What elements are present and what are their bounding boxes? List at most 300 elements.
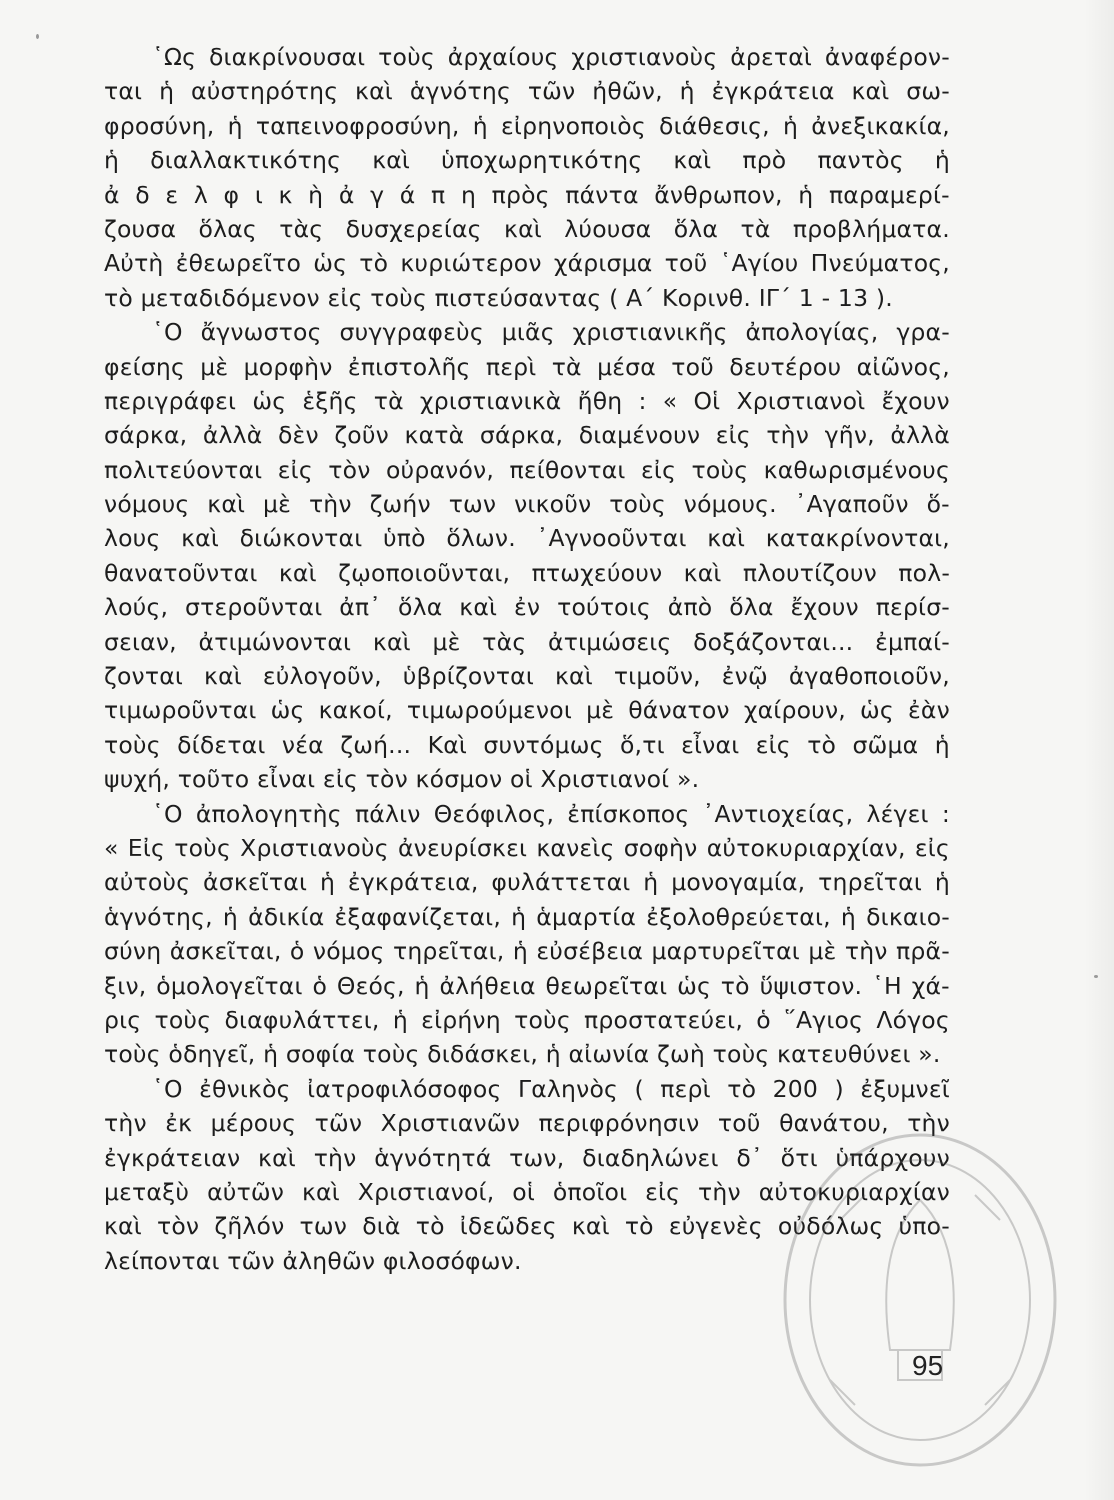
word: καὶ [104, 1212, 142, 1241]
word: διαμένουν [578, 421, 701, 450]
word: πτωχεύουν [531, 558, 663, 587]
text-line [104, 246, 950, 280]
word: μονογαμία, [671, 868, 806, 897]
word: ἐξαφανίζεται, [334, 902, 501, 931]
word: τοὺς [609, 490, 666, 519]
word: ἀτιμώσεις [548, 627, 672, 656]
word: εἰρηνοποιὸς [501, 111, 646, 140]
word: λους [104, 524, 161, 553]
word: ἰδεῶδες [459, 1212, 557, 1241]
text-line [104, 831, 950, 865]
word: συντόμως [483, 730, 604, 759]
word: δίδεται [177, 730, 266, 759]
word: τοῦ [671, 352, 714, 381]
page-edge-shadow [1084, 0, 1114, 1500]
word: ὡς [270, 696, 305, 725]
word: : [638, 386, 647, 415]
text-line [104, 487, 950, 521]
body-text [104, 40, 950, 1278]
text-line [104, 797, 950, 831]
word: ὅλα [398, 593, 443, 622]
word: ἡ [934, 868, 950, 897]
word: καὶ [258, 1143, 296, 1172]
word: πλουτίζουν [742, 558, 877, 587]
scan-speck [1094, 975, 1098, 978]
text-line [104, 74, 950, 108]
word: εὐγενὲς [668, 1212, 763, 1241]
text-line: ψυχή, τοῦτο εἶναι εἰς τὸν κόσμον οἱ Χριστιανοί ». [104, 765, 700, 794]
word: ῾Ως [152, 43, 197, 71]
word: σάρκα, [479, 421, 564, 450]
word: εὐσέβεια [536, 937, 644, 966]
word: ἐγκράτεια [711, 77, 835, 106]
word: ἐκ [165, 1109, 193, 1138]
word: νόμους. [683, 490, 777, 519]
word: ἐν [514, 593, 541, 622]
word: δυσχερείας [345, 214, 482, 243]
word: τὴν [308, 490, 352, 519]
word: τιμωρούμενοι [406, 696, 572, 725]
text-line [104, 659, 950, 693]
word: Πνεύματος, [810, 249, 950, 278]
word: : [941, 799, 950, 828]
word: ἐξολοθρεύεται, [646, 902, 831, 931]
word: ἔχουν [790, 593, 859, 622]
word: ὁμολογεῖται [156, 971, 303, 1000]
word: τηρεῖται [818, 868, 922, 897]
word: νέα [281, 730, 324, 759]
text-line [104, 1003, 950, 1037]
word: ὁ [312, 971, 328, 1000]
word: καὶ [181, 524, 219, 553]
word: αὐτῶν [207, 1177, 285, 1206]
page-number: 95 [912, 1350, 944, 1381]
word: κανεὶς [536, 833, 615, 862]
text-line [104, 418, 950, 452]
word: αὐστηρότης [191, 77, 339, 106]
word: ὅλας [198, 214, 257, 243]
word: τοὺς [104, 730, 161, 759]
word: τοὺς [154, 1005, 212, 1034]
word: ἀλλὰ [202, 421, 263, 450]
word: τιμοῦν, [613, 662, 701, 691]
word: ἑξῆς [302, 386, 358, 415]
word: χριστιανικὰ [419, 386, 562, 415]
word: Θεόφιλος, [433, 799, 555, 828]
word: ῞Αγιος [784, 1005, 864, 1034]
word: ἡ [798, 180, 814, 209]
word: πρὸ [742, 146, 787, 175]
word: καὶ [372, 146, 411, 175]
word: χάρισμα [553, 249, 653, 278]
word: μορφὴν [243, 352, 333, 381]
text-line [104, 1072, 950, 1106]
word: διαδηλώνει [582, 1143, 719, 1172]
word: δικαιο- [866, 902, 950, 931]
text-line [104, 40, 950, 74]
word: διὰ [362, 1212, 401, 1241]
word: ἀ [104, 180, 120, 209]
word: ᾿Αγαποῦν [794, 490, 909, 519]
word: ἰατροφιλόσοφος [307, 1074, 502, 1103]
word: ἀνεξικακία, [811, 111, 950, 140]
word: ὁ [289, 937, 305, 966]
word: μὲ [263, 490, 292, 519]
word: φ [223, 180, 240, 209]
word: μὲ [200, 352, 229, 381]
word: ἐμπαί- [875, 627, 950, 656]
word: ὕψιστον. [759, 971, 863, 1000]
word: ζῳοποιοῦνται, [338, 558, 511, 587]
word: τὸν [328, 455, 371, 484]
word: διαφυλάττει, [224, 1005, 380, 1034]
word: μὲ [586, 696, 615, 725]
word: ἡ [159, 77, 175, 106]
word: εἰς [755, 730, 791, 759]
word: ται [104, 77, 143, 106]
word: ῾Αγίου [719, 249, 799, 278]
word: ἤθη [577, 386, 623, 415]
word: ἡ [840, 902, 857, 931]
word: συγγραφεὺς [339, 318, 484, 347]
word: Εἰς [127, 833, 165, 862]
word: ξιν, [104, 971, 147, 1000]
word: ὡς [677, 971, 711, 1000]
scan-speck [36, 34, 39, 39]
word: Χριστιανοὶ [736, 386, 866, 415]
word: των [299, 1212, 348, 1241]
word: δ [135, 180, 150, 209]
word: περὶ [485, 352, 537, 381]
word: αὐτοὺς [104, 868, 191, 897]
word: περιφρόνησιν [538, 1109, 700, 1138]
word: ἀπολογίας, [745, 318, 879, 347]
word: ὅ,τι [619, 730, 665, 759]
word: θάνατον [628, 696, 730, 725]
word: των, [509, 1143, 565, 1172]
text-line: τὸ μεταδιδόμενον εἰς τοὺς πιστεύσαντας ( Α΄ Κορινθ. ΙΓ΄ 1 - 13 ). [104, 283, 893, 312]
word: Χριστιανοί, [357, 1177, 495, 1206]
word: ἡ [512, 937, 528, 966]
word: οἱ [512, 1177, 535, 1206]
word: Λόγος [876, 1005, 950, 1034]
word: ἁμαρτία [536, 902, 637, 931]
word: ἐὰν [907, 696, 950, 725]
word: ἐθεωρεῖτο [175, 249, 302, 278]
word: ἐνῷ [721, 662, 768, 691]
word: ἡ [414, 971, 430, 1000]
word: τὴν [698, 1177, 741, 1206]
word: εἰς [641, 455, 677, 484]
word: καὶ [673, 146, 712, 175]
word: τὴν [104, 1109, 147, 1138]
word: ζωήν [369, 490, 431, 519]
word: ἡ [679, 77, 695, 106]
word: ἀπὸ [667, 593, 713, 622]
text-line [104, 900, 950, 934]
word: ῾Ο [152, 1074, 183, 1103]
word: εὐλογοῦν, [262, 662, 382, 691]
word: καὶ [459, 593, 498, 622]
word: τοῦ [664, 249, 708, 278]
word: ζονται [104, 662, 184, 691]
word: οὐρανόν, [385, 455, 495, 484]
word: πολ- [898, 558, 950, 587]
word: τοὺς [378, 43, 435, 71]
word: ἐθνικὸς [199, 1074, 291, 1103]
word: μαρτυρεῖται [651, 937, 800, 966]
word: φροσύνη, [104, 111, 215, 140]
word: σύνη [104, 937, 162, 966]
word: αὐτοκυριαρχίαν [758, 1177, 950, 1206]
word: τούτοις [557, 593, 651, 622]
text-line [104, 109, 950, 143]
word: ἐγκράτεια, [347, 868, 479, 897]
word: ἀγαθοποιοῦν, [788, 662, 950, 691]
word: σω- [906, 77, 950, 106]
word: ᾿Αντιοχείας, [702, 799, 854, 828]
word: ἡ [472, 111, 488, 140]
word: ἀρχαίους [447, 43, 559, 71]
word: Χριστιανοὺς [240, 833, 389, 862]
word: τὰ [551, 352, 582, 381]
word: ἁγνότητά [374, 1143, 492, 1172]
word: σειαν, [104, 627, 177, 656]
word: ἀτιμώνονται [198, 627, 352, 656]
word: φυλάττεται [491, 868, 631, 897]
word: τῶν [527, 77, 576, 106]
word: δ᾿ [736, 1143, 763, 1172]
word: ὅλων. [446, 524, 516, 553]
word: ἡ [319, 868, 336, 897]
word: γῆν, [824, 421, 875, 450]
word: πάντα [565, 180, 639, 209]
word: τοῦ [717, 1109, 761, 1138]
word: ῾Ο [152, 318, 183, 347]
word: ὡς [252, 386, 287, 415]
word: πείθονται [509, 455, 626, 484]
word: η [460, 180, 477, 209]
word: τὸ [415, 1212, 445, 1241]
word: ἔχουν [881, 386, 950, 415]
word: χριστιανοὺς [571, 43, 718, 71]
word: λούς, [104, 593, 169, 622]
word: τοὺς [691, 455, 749, 484]
word: ἄνθρωπον, [654, 180, 783, 209]
text-line [104, 556, 950, 590]
word: προστατεύει, [584, 1005, 743, 1034]
word: ὑπὸ [382, 524, 426, 553]
word: νόμος [312, 937, 385, 966]
word: σοφὴν [623, 833, 698, 862]
word: ταπεινοφροσύνη, [255, 111, 460, 140]
word: τὸ [727, 1074, 757, 1103]
word: μὲ [808, 937, 837, 966]
text-line [104, 590, 950, 624]
word: τὰς [279, 214, 324, 243]
text-line [104, 865, 950, 899]
word: ὅτι [780, 1143, 818, 1172]
word: ἀπολογητὴς [195, 799, 342, 828]
word: ὴ [308, 180, 324, 209]
word: ζοῦν [334, 421, 390, 450]
word: εἰς [277, 455, 313, 484]
word: διώκονται [239, 524, 363, 553]
word: οὐδόλως [777, 1212, 884, 1241]
word: ἀλλὰ [890, 421, 950, 450]
word: τὸ [720, 971, 750, 1000]
word: τιμωροῦνται [104, 696, 257, 725]
word: χά- [911, 971, 950, 1000]
word: καὶ [278, 558, 317, 587]
word: τηρεῖται, [392, 937, 505, 966]
word: τὸ [359, 249, 389, 278]
text-line [104, 212, 950, 246]
text-line [104, 384, 950, 418]
word: καὶ [571, 1212, 610, 1241]
word: ἠθῶν, [592, 77, 663, 106]
word: ζῆλόν [214, 1212, 285, 1241]
word: προβλήματα. [792, 214, 950, 243]
word: καὶ [302, 1177, 340, 1206]
word: καὶ [204, 662, 242, 691]
word: παντὸς [817, 146, 904, 175]
word: ὑπο- [898, 1212, 950, 1241]
word: πρὸς [491, 180, 550, 209]
word: ζωή... [340, 730, 412, 759]
word: τὴν [313, 1143, 357, 1172]
word: ε [165, 180, 179, 209]
word: ά [399, 180, 416, 209]
word: εἰς [914, 833, 950, 862]
word: ἀρεταὶ [730, 43, 813, 71]
word: των [448, 490, 497, 519]
word: χαίρουν, [743, 696, 846, 725]
word: ἀπ᾿ [339, 593, 382, 622]
word: διάθεσις, [659, 111, 770, 140]
word: κυριώτερον [400, 249, 542, 278]
word: αἰῶνος, [856, 352, 950, 381]
word: π [431, 180, 446, 209]
word: μὲ [432, 627, 461, 656]
word: ἁγνότης, [104, 902, 213, 931]
word: ἡ [222, 902, 238, 931]
word: καὶ [707, 524, 746, 553]
word: καὶ [554, 662, 593, 691]
word: ι [254, 180, 263, 209]
word: εἰς [645, 1177, 681, 1206]
word: ὑβρίζονται [402, 662, 535, 691]
text-line [104, 453, 950, 487]
word: στεροῦνται [185, 593, 323, 622]
word: ἡ [392, 1005, 408, 1034]
word: ( [634, 1074, 644, 1103]
word: τὸ [807, 730, 837, 759]
word: δευτέρου [729, 352, 842, 381]
word: τὰς [482, 627, 527, 656]
text-line [104, 969, 950, 1003]
word: ἡ [934, 730, 950, 759]
text-line [104, 728, 950, 762]
word: ἡ [227, 111, 243, 140]
word: τὸν [157, 1212, 200, 1241]
word: τοὺς [174, 833, 231, 862]
word: ὁποῖοι [552, 1177, 628, 1206]
text-line [104, 625, 950, 659]
word: καὶ [504, 214, 542, 243]
word: ἁγνότης [409, 77, 511, 106]
text-line [104, 315, 950, 349]
word: Γαληνὸς [517, 1074, 619, 1103]
word: σάρκα, [104, 421, 188, 450]
word: ὑπάρχουν [835, 1143, 950, 1172]
word: καὶ [851, 77, 890, 106]
word: ἀλήθεια [439, 971, 536, 1000]
word: ἀσκεῖται [203, 868, 308, 897]
word: θανάτου, [779, 1109, 889, 1138]
library-stamp-image [770, 1120, 1070, 1480]
word: σῶμα [852, 730, 919, 759]
word: δὲν [277, 421, 319, 450]
word: ἡ [511, 902, 527, 931]
word: ἐγκράτειαν [104, 1143, 241, 1172]
word: ἀ [338, 180, 355, 209]
word: αὐτοκυριαρχίαν, [706, 833, 906, 862]
word: λύουσα [564, 214, 652, 243]
word: διαλλακτικότης [150, 146, 342, 175]
word: κακοί, [318, 696, 393, 725]
word: ἀσκεῖται, [169, 937, 282, 966]
word: ἐξυμνεῖ [860, 1074, 950, 1103]
word: μέρους [210, 1109, 297, 1138]
word: ῾Ο [152, 799, 183, 828]
word: Καὶ [427, 730, 468, 759]
word: χριστιανικῆς [572, 318, 728, 347]
word: τὴν [766, 421, 810, 450]
word: τὴν [907, 1109, 950, 1138]
word: νικοῦν [514, 490, 592, 519]
word: ἡ [104, 146, 120, 175]
word: ἄγνωστος [200, 318, 322, 347]
word: κατὰ [404, 421, 465, 450]
word: νόμους [104, 490, 190, 519]
word: ἀναφέρον- [824, 43, 950, 71]
word: λ [193, 180, 208, 209]
word: τὰ [373, 386, 404, 415]
word: ἐπίσκοπος [567, 799, 690, 828]
word: περὶ [660, 1074, 711, 1103]
word: ζουσα [104, 214, 177, 243]
word: ἀδικία [248, 902, 325, 931]
text-line [104, 934, 950, 968]
word: τῶν [314, 1109, 363, 1138]
word: τὰ [740, 214, 771, 243]
word: πάλιν [354, 799, 421, 828]
word: ὡς [313, 249, 348, 278]
word: καὶ [372, 627, 411, 656]
word: ἀνευρίσκει [397, 833, 528, 862]
word: Χριστιανῶν [380, 1109, 521, 1138]
word: Αὐτὴ [104, 249, 164, 278]
word: πολιτεύονται [104, 455, 263, 484]
word: θανατοῦνται [104, 558, 258, 587]
word: ὅ- [926, 490, 950, 519]
word: ὡς [860, 696, 894, 725]
word: τὸ [624, 1212, 654, 1241]
word: ἡ [934, 146, 950, 175]
word: διακρίνουσαι [208, 43, 366, 71]
word: καὶ [683, 558, 722, 587]
